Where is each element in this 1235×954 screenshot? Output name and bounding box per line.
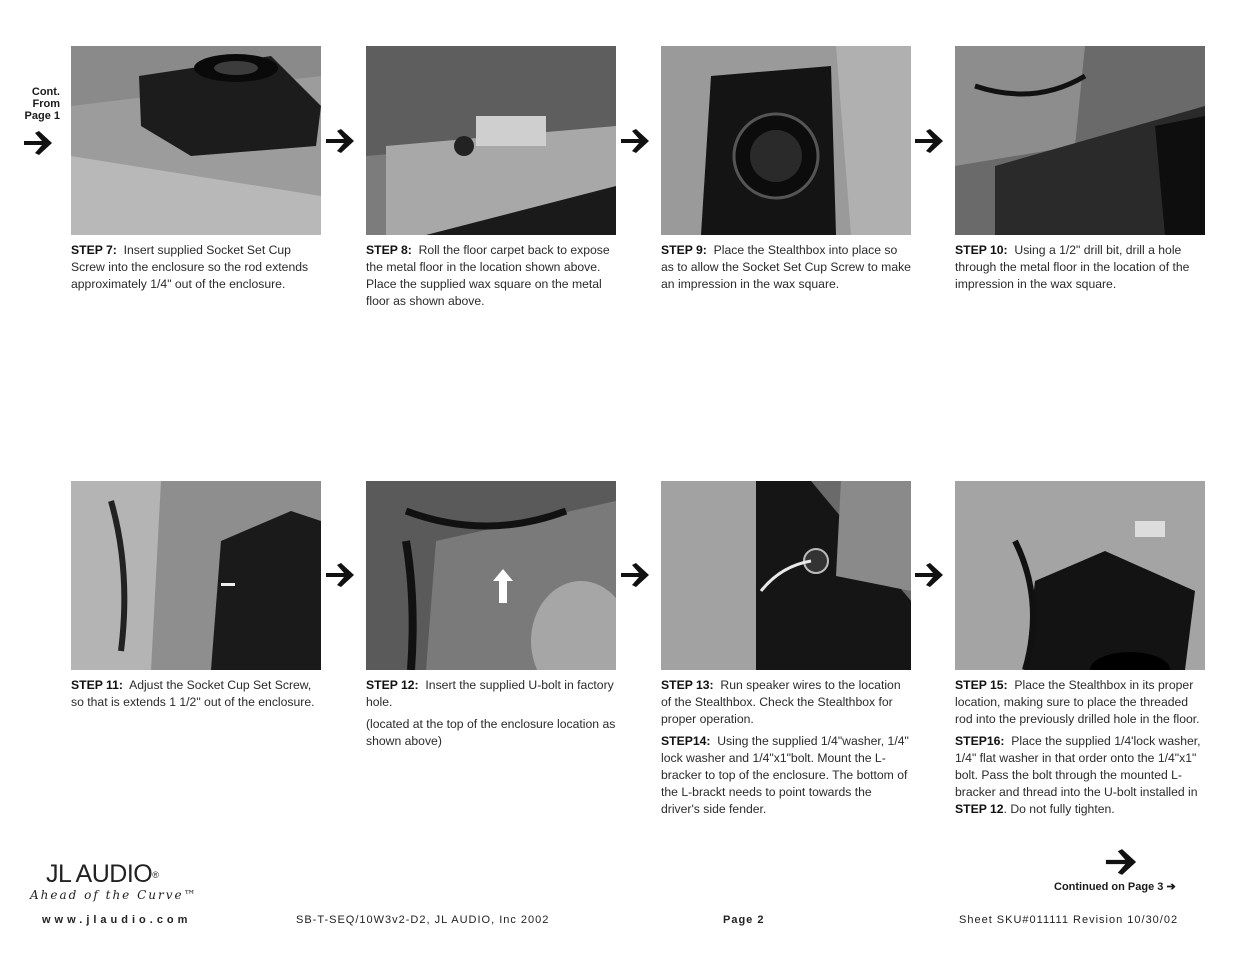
step9-caption: STEP 9: Place the Stealthbox into place so as to allow the Socket Set Cup Screw to make an impression in the wax square.	[661, 243, 911, 291]
logo-tagline: Ahead of the Curve™	[30, 888, 198, 902]
right-arrow-icon	[619, 128, 651, 154]
step15-caption: STEP 15: Place the Stealthbox in its proper location, making sure to place the threaded rod into the previously drilled hole in the floor. STEP16: Place the supplied 1/4'lock washer, 1/4" flat washer in that order onto the 1/4"x1" bolt. Pass the bolt through the mounted L-bracker and thread into the U-bolt installed in STEP 12. Do not fully tighten.	[955, 677, 1207, 823]
sheet-sku: Sheet SKU#011111 Revision 10/30/02	[959, 914, 1179, 926]
website-link[interactable]: www.jlaudio.com	[42, 914, 192, 926]
doc-id: SB-T-SEQ/10W3v2-D2, JL AUDIO, Inc 2002	[296, 914, 550, 926]
step12-photo	[366, 481, 616, 670]
right-arrow-icon	[22, 130, 54, 156]
step10-caption: STEP 10: Using a 1/2" drill bit, drill a hole through the metal floor in the location of the impression in the wax square.	[955, 243, 1190, 291]
step7-photo	[71, 46, 321, 235]
step8-photo	[366, 46, 616, 235]
step12-caption: STEP 12: Insert the supplied U-bolt in factory hole. (located at the top of the enclosure location as shown above)	[366, 677, 618, 755]
step9-photo	[661, 46, 911, 235]
right-arrow-icon	[913, 128, 945, 154]
step14-caption: STEP14: Using the supplied 1/4"washer, 1/4" lock washer and 1/4"x1"bolt. Mount the L-bracker to top of the enclosure. The bottom of the L-brackt needs to point towards the driver's side fender.	[661, 734, 909, 816]
step10-photo	[955, 46, 1205, 235]
step11-photo	[71, 481, 321, 670]
step16-caption: STEP16: Place the supplied 1/4'lock washer, 1/4" flat washer in that order onto the 1/4"x1" bolt. Pass the bolt through the mounted L-bracker and thread into the U-bolt installed in STEP 12. Do not fully tighten.	[955, 734, 1201, 816]
step13-photo	[661, 481, 911, 670]
step12-note: (located at the top of the enclosure location as shown above)	[366, 717, 616, 748]
step13-caption: STEP 13: Run speaker wires to the location of the Stealthbox. Check the Stealthbox for proper operation. STEP14: Using the supplied 1/4"washer, 1/4" lock washer and 1/4"x1"bolt. Mount the L-bracker to top of the enclosure. The bottom of the L-brackt needs to point towards the driver's side fender.	[661, 677, 913, 823]
right-arrow-icon	[1102, 848, 1134, 874]
right-arrow-icon	[913, 562, 945, 588]
jl-audio-logo: JL AUDIO®	[46, 860, 159, 888]
right-arrow-icon	[619, 562, 651, 588]
continued-from-label: Cont. From Page 1	[24, 86, 60, 122]
right-arrow-icon	[324, 562, 356, 588]
step11-caption: STEP 11: Adjust the Socket Cup Set Screw, so that is extends 1 1/2" out of the enclosure.	[71, 678, 315, 709]
step8-caption: STEP 8: Roll the floor carpet back to expose the metal floor in the location shown above. Place the supplied wax square on the metal floor as shown above.	[366, 243, 610, 308]
continued-on-link[interactable]: Continued on Page 3 ➔	[1054, 881, 1176, 893]
step7-caption: STEP 7: Insert supplied Socket Set Cup Screw into the enclosure so the rod extends approximately 1/4" out of the enclosure.	[71, 243, 309, 291]
right-arrow-icon	[324, 128, 356, 154]
page-number: Page 2	[723, 914, 765, 926]
step15-photo	[955, 481, 1205, 670]
